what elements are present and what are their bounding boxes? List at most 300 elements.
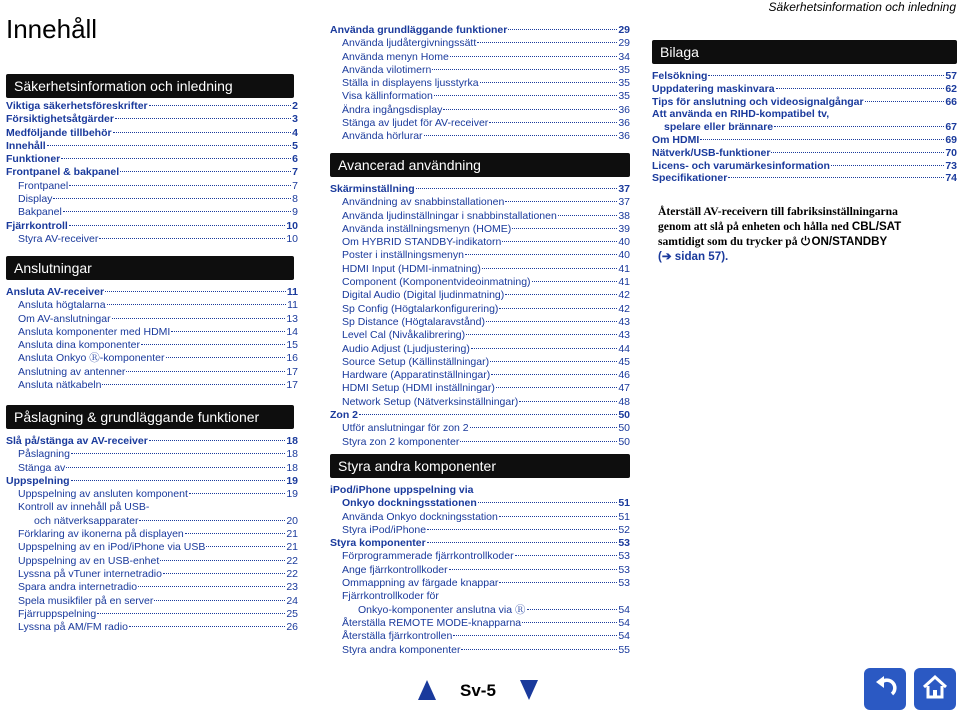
toc-entry-title: Om AV-anslutningar bbox=[18, 312, 111, 325]
toc-entry-title: Använda hörlurar bbox=[342, 130, 423, 143]
toc-page-number: 20 bbox=[286, 514, 298, 527]
toc-entry-title: Om HDMI bbox=[652, 133, 700, 146]
toc-entry[interactable] bbox=[6, 352, 298, 365]
toc-page-number: 19 bbox=[286, 474, 298, 487]
toc-entry-title: Ansluta AV-receiver bbox=[6, 286, 105, 298]
toc-entry[interactable] bbox=[6, 568, 298, 581]
toc-page-number: 37 bbox=[618, 196, 630, 209]
dot-leader bbox=[461, 649, 617, 650]
dot-leader bbox=[478, 502, 618, 503]
toc-entry-title: Digital Audio (Digital ljudinmatning) bbox=[342, 289, 505, 302]
dot-leader bbox=[138, 586, 285, 587]
dot-leader bbox=[66, 467, 285, 468]
toc-entry-title: Använda Onkyo dockningsstation bbox=[342, 510, 498, 523]
dot-leader bbox=[728, 177, 944, 178]
toc-entry[interactable] bbox=[330, 276, 630, 289]
notice-line-1: Återställ AV-receivern till fabriksinställningarna bbox=[658, 205, 898, 218]
toc-entry[interactable] bbox=[330, 77, 630, 90]
dot-leader bbox=[519, 401, 617, 402]
toc-entry-title: spelare eller brännare bbox=[664, 121, 774, 134]
dot-leader bbox=[490, 361, 617, 362]
toc-page-number: 11 bbox=[287, 299, 298, 312]
toc-entry[interactable] bbox=[6, 379, 298, 392]
toc-entry[interactable] bbox=[330, 183, 630, 196]
toc-entry[interactable] bbox=[6, 299, 298, 312]
dot-leader bbox=[865, 101, 945, 102]
toc-page-number: 16 bbox=[286, 352, 298, 365]
toc-entry[interactable] bbox=[330, 263, 630, 276]
toc-entry[interactable] bbox=[330, 524, 630, 537]
toc-page-number: 22 bbox=[286, 554, 298, 567]
dot-leader bbox=[482, 268, 617, 269]
toc-safety bbox=[6, 100, 298, 246]
toc-page-number: 52 bbox=[618, 523, 630, 536]
dot-leader bbox=[471, 348, 617, 349]
toc-entry-title: Använda menyn Home bbox=[342, 50, 449, 63]
toc-page-number: 14 bbox=[286, 325, 298, 338]
toc-entry-title: Sp Config (Högtalarkonfigurering) bbox=[342, 302, 499, 315]
toc-entry[interactable] bbox=[330, 369, 630, 382]
toc-entry[interactable] bbox=[6, 462, 298, 475]
toc-page-number: 54 bbox=[618, 603, 630, 616]
toc-page-number: 54 bbox=[618, 616, 630, 629]
toc-page-number: 41 bbox=[618, 262, 630, 275]
toc-entry[interactable] bbox=[6, 206, 298, 219]
section-header-appendix: Bilaga bbox=[652, 40, 957, 64]
toc-page-number: 54 bbox=[618, 630, 630, 643]
toc-entry[interactable] bbox=[330, 644, 630, 657]
dot-leader bbox=[502, 241, 617, 242]
toc-page-number: 29 bbox=[618, 24, 630, 36]
toc-entry-title: Spara andra internetradio bbox=[18, 581, 138, 594]
toc-entry[interactable] bbox=[330, 564, 630, 577]
toc-entry[interactable] bbox=[330, 382, 630, 395]
toc-page-number: 35 bbox=[618, 90, 630, 103]
nav-down-icon[interactable] bbox=[520, 680, 538, 700]
dot-leader bbox=[527, 609, 618, 610]
toc-entry[interactable] bbox=[330, 236, 630, 249]
dot-leader bbox=[61, 158, 291, 159]
dot-leader bbox=[771, 152, 944, 153]
toc-page-number: 17 bbox=[286, 365, 298, 378]
toc-entry-title: Ansluta Onkyo Ⓡ-komponenter bbox=[18, 352, 165, 365]
toc-entry-title: Ange fjärrkontrollkoder bbox=[342, 563, 448, 576]
toc-entry[interactable] bbox=[330, 289, 630, 302]
toc-entry-title: Utför anslutningar för zon 2 bbox=[342, 422, 469, 435]
toc-entry-title: Visa källinformation bbox=[342, 90, 433, 103]
toc-entry[interactable] bbox=[330, 409, 630, 422]
toc-entry-title: Påslagning bbox=[18, 448, 70, 461]
dot-leader bbox=[489, 122, 617, 123]
toc-entry[interactable] bbox=[330, 343, 630, 356]
dot-leader bbox=[69, 225, 285, 226]
notice-text: genom att slå på enheten och hålla ned bbox=[658, 220, 852, 233]
toc-entry-title: Frontpanel bbox=[18, 179, 69, 192]
dot-leader bbox=[71, 480, 286, 481]
toc-page-number: 42 bbox=[618, 302, 630, 315]
toc-entry-title: Source Setup (Källinställningar) bbox=[342, 355, 490, 368]
toc-entry[interactable] bbox=[330, 130, 630, 143]
dot-leader bbox=[71, 453, 285, 454]
toc-entry[interactable] bbox=[6, 608, 298, 621]
toc-entry[interactable] bbox=[6, 448, 298, 461]
toc-entry-title: Förprogrammerade fjärrkontrollkoder bbox=[342, 550, 514, 563]
toc-page-number: 36 bbox=[618, 117, 630, 130]
dot-leader bbox=[99, 238, 285, 239]
toc-entry[interactable] bbox=[330, 196, 630, 209]
toc-entry-title: Återställa REMOTE MODE-knapparna bbox=[342, 616, 522, 629]
toc-entry-title: Onkyo-komponenter anslutna via Ⓡ bbox=[358, 603, 526, 616]
dot-leader bbox=[112, 318, 286, 319]
toc-entry-title: Ansluta högtalarna bbox=[18, 299, 106, 312]
toc-entry[interactable] bbox=[330, 223, 630, 236]
toc-entry-title: Kontroll av innehåll på USB- bbox=[18, 501, 150, 514]
toc-page-number: 50 bbox=[618, 422, 630, 435]
toc-entry-title: Ansluta nätkabeln bbox=[18, 379, 102, 392]
toc-page-number: 46 bbox=[618, 369, 630, 382]
dot-leader bbox=[499, 516, 617, 517]
power-icon bbox=[800, 235, 811, 248]
toc-entry-title: Styra zon 2 komponenter bbox=[342, 435, 460, 448]
toc-entry[interactable] bbox=[652, 121, 957, 134]
toc-entry-title: iPod/iPhone uppspelning via bbox=[330, 484, 474, 496]
toc-entry[interactable] bbox=[652, 147, 957, 160]
toc-entry[interactable] bbox=[330, 436, 630, 449]
toc-entry-title: Licens- och varumärkesinformation bbox=[652, 159, 830, 172]
dot-leader bbox=[774, 126, 944, 127]
dot-leader bbox=[558, 215, 617, 216]
dot-leader bbox=[443, 109, 617, 110]
toc-entry-title: Styra komponenter bbox=[330, 537, 426, 550]
toc-page-number: 18 bbox=[286, 435, 298, 447]
toc-entry-title: Hardware (Apparatinställningar) bbox=[342, 369, 491, 382]
toc-entry[interactable] bbox=[652, 108, 957, 121]
toc-page-number: 9 bbox=[292, 206, 298, 219]
nav-up-icon[interactable] bbox=[418, 680, 436, 700]
toc-entry[interactable] bbox=[330, 90, 630, 103]
toc-page-number: 42 bbox=[618, 289, 630, 302]
toc-entry-title: Förklaring av ikonerna på displayen bbox=[18, 528, 184, 541]
toc-entry-title: Fjärrkontroll bbox=[6, 219, 68, 232]
dot-leader bbox=[449, 569, 618, 570]
toc-entry[interactable] bbox=[6, 475, 298, 488]
dot-leader bbox=[480, 82, 618, 83]
toc-entry[interactable] bbox=[330, 329, 630, 342]
running-header: Säkerhetsinformation och inledning bbox=[768, 0, 956, 14]
notice-line-3 bbox=[658, 234, 950, 249]
toc-entry-title: Lyssna på vTuner internetradio bbox=[18, 567, 162, 580]
toc-entry-title: Använda ljudinställningar i snabbinstallationen bbox=[342, 209, 557, 222]
toc-page-number: 48 bbox=[618, 395, 630, 408]
toc-entry[interactable] bbox=[6, 113, 298, 126]
toc-entry[interactable] bbox=[6, 541, 298, 554]
toc-entry-title: Frontpanel & bakpanel bbox=[6, 166, 120, 179]
toc-entry-title: Stänga av ljudet för AV-receiver bbox=[342, 117, 489, 130]
dot-leader bbox=[163, 573, 285, 574]
toc-page-number: 40 bbox=[618, 249, 630, 262]
dot-leader bbox=[69, 185, 291, 186]
page-reference-link[interactable]: (➔ sidan 57). bbox=[658, 250, 729, 263]
toc-entry[interactable] bbox=[652, 160, 957, 173]
dot-leader bbox=[113, 132, 292, 133]
toc-entry-title: Lyssna på AM/FM radio bbox=[18, 621, 128, 634]
dot-leader bbox=[149, 105, 292, 106]
toc-entry-title: Försiktighetsåtgärder bbox=[6, 113, 114, 126]
toc-entry[interactable] bbox=[6, 621, 298, 634]
toc-entry[interactable] bbox=[330, 51, 630, 64]
toc-entry-title: Level Cal (Nivåkalibrering) bbox=[342, 329, 466, 342]
toc-power bbox=[6, 435, 298, 634]
toc-entry[interactable] bbox=[330, 356, 630, 369]
toc-entry[interactable] bbox=[6, 220, 298, 233]
toc-entry-title: Medföljande tillbehör bbox=[6, 126, 112, 139]
toc-entry[interactable] bbox=[330, 422, 630, 435]
toc-entry[interactable] bbox=[6, 180, 298, 193]
toc-entry[interactable] bbox=[652, 83, 957, 96]
toc-page-number: 10 bbox=[286, 232, 298, 245]
toc-entry-title: Component (Komponentvideoinmatning) bbox=[342, 276, 531, 289]
toc-entry[interactable] bbox=[6, 100, 298, 113]
dot-leader bbox=[499, 582, 617, 583]
toc-page-number: 43 bbox=[618, 329, 630, 342]
dot-leader bbox=[141, 344, 285, 345]
back-icon bbox=[870, 672, 900, 707]
toc-entry-title: Bakpanel bbox=[18, 206, 62, 219]
toc-entry[interactable] bbox=[330, 484, 630, 497]
toc-entry[interactable] bbox=[330, 590, 630, 603]
dot-leader bbox=[115, 118, 291, 119]
toc-page-number: 69 bbox=[945, 133, 957, 146]
toc-entry[interactable] bbox=[6, 595, 298, 608]
toc-entry[interactable] bbox=[330, 617, 630, 630]
toc-page-number: 53 bbox=[618, 563, 630, 576]
toc-page-number: 55 bbox=[618, 643, 630, 656]
toc-page-number: 51 bbox=[618, 510, 630, 523]
notice-text: samtidigt som du trycker på bbox=[658, 235, 801, 248]
page-title: Innehåll bbox=[6, 14, 98, 44]
toc-page-number: 40 bbox=[618, 236, 630, 249]
toc-entry-title: Specifikationer bbox=[652, 172, 728, 185]
toc-advanced bbox=[330, 183, 630, 449]
toc-entry[interactable] bbox=[330, 303, 630, 316]
toc-entry[interactable] bbox=[6, 153, 298, 166]
toc-entry-title: Om HYBRID STANDBY-indikatorn bbox=[342, 236, 502, 249]
dot-leader bbox=[206, 546, 285, 547]
toc-entry-title: Styra AV-receiver bbox=[18, 232, 99, 245]
toc-entry[interactable] bbox=[330, 550, 630, 563]
dot-leader bbox=[496, 387, 617, 388]
toc-page-number: 24 bbox=[286, 594, 298, 607]
toc-page-number: 15 bbox=[286, 339, 298, 352]
toc-page-number: 44 bbox=[618, 342, 630, 355]
toc-page-number: 5 bbox=[292, 139, 298, 152]
dot-leader bbox=[499, 308, 617, 309]
toc-entry[interactable] bbox=[6, 435, 298, 448]
toc-page-number: 36 bbox=[618, 103, 630, 116]
dot-leader bbox=[126, 371, 285, 372]
toc-entry[interactable] bbox=[6, 193, 298, 206]
toc-entry[interactable] bbox=[330, 316, 630, 329]
toc-entry[interactable] bbox=[6, 166, 298, 179]
toc-page-number: 39 bbox=[618, 222, 630, 235]
dot-leader bbox=[831, 165, 944, 166]
dot-leader bbox=[465, 254, 617, 255]
toc-page-number: 18 bbox=[286, 461, 298, 474]
back-button[interactable] bbox=[864, 668, 906, 710]
toc-page-number: 43 bbox=[618, 315, 630, 328]
toc-entry-title: Användning av snabbinstallationen bbox=[342, 196, 505, 209]
toc-page-number: 29 bbox=[618, 37, 630, 50]
dot-leader bbox=[776, 88, 945, 89]
toc-page-number: 53 bbox=[618, 537, 630, 550]
toc-appendix bbox=[652, 70, 957, 185]
toc-entry[interactable] bbox=[330, 396, 630, 409]
dot-leader bbox=[107, 304, 287, 305]
toc-entry[interactable] bbox=[330, 511, 630, 524]
dot-leader bbox=[708, 75, 944, 76]
toc-entry[interactable] bbox=[330, 104, 630, 117]
dot-leader bbox=[466, 334, 617, 335]
toc-page-number: 7 bbox=[292, 179, 298, 192]
toc-page-number: 53 bbox=[618, 577, 630, 590]
section-header-advanced: Avancerad användning bbox=[330, 153, 630, 177]
toc-entry[interactable] bbox=[652, 70, 957, 83]
toc-entry-title: Sp Distance (Högtalaravstånd) bbox=[342, 315, 485, 328]
dot-leader bbox=[154, 600, 285, 601]
toc-entry[interactable] bbox=[330, 630, 630, 643]
dot-leader bbox=[102, 384, 285, 385]
toc-page-number: 22 bbox=[286, 567, 298, 580]
toc-entry-title: Använda inställningsmenyn (HOME) bbox=[342, 222, 512, 235]
toc-entry-title: Anslutning av antenner bbox=[18, 365, 126, 378]
toc-page-number: 25 bbox=[286, 607, 298, 620]
toc-entry-title: Att använda en RIHD-kompatibel tv, bbox=[652, 108, 830, 121]
toc-entry-title: Display bbox=[18, 193, 53, 206]
toc-entry[interactable] bbox=[330, 604, 630, 617]
toc-page-number: 17 bbox=[286, 379, 298, 392]
toc-entry[interactable] bbox=[6, 286, 298, 299]
toc-entry-title: Uppdatering maskinvara bbox=[652, 82, 775, 95]
toc-entry[interactable] bbox=[6, 339, 298, 352]
toc-page-number: 50 bbox=[618, 409, 630, 422]
section-header-control: Styra andra komponenter bbox=[330, 454, 630, 478]
dot-leader bbox=[120, 171, 291, 172]
dot-leader bbox=[486, 321, 617, 322]
toc-entry-title: Använda vilotimern bbox=[342, 63, 432, 76]
toc-page-number: 6 bbox=[292, 153, 298, 166]
toc-entry-title: Funktioner bbox=[6, 153, 61, 166]
toc-entry[interactable] bbox=[330, 577, 630, 590]
toc-entry[interactable] bbox=[330, 249, 630, 262]
toc-entry[interactable] bbox=[6, 528, 298, 541]
toc-page-number: 51 bbox=[618, 497, 630, 510]
page-number: Sv-5 bbox=[460, 681, 496, 700]
toc-entry[interactable] bbox=[6, 501, 298, 514]
toc-entry[interactable] bbox=[6, 313, 298, 326]
toc-page-number: 70 bbox=[945, 146, 957, 159]
home-icon bbox=[920, 672, 950, 707]
toc-page-number: 67 bbox=[945, 121, 957, 134]
toc-entry[interactable] bbox=[652, 134, 957, 147]
toc-page-number: 2 bbox=[292, 100, 298, 112]
toc-page-number: 34 bbox=[618, 50, 630, 63]
toc-basic bbox=[330, 24, 630, 144]
toc-entry-title: Felsökning bbox=[652, 70, 708, 82]
toc-entry[interactable] bbox=[330, 64, 630, 77]
toc-page-number: 53 bbox=[618, 550, 630, 563]
toc-entry[interactable] bbox=[652, 172, 957, 185]
dot-leader bbox=[105, 291, 286, 292]
section-header-safety: Säkerhetsinformation och inledning bbox=[6, 74, 294, 98]
toc-page-number: 13 bbox=[286, 312, 298, 325]
dot-leader bbox=[171, 331, 285, 332]
dot-leader bbox=[185, 533, 286, 534]
toc-entry[interactable] bbox=[330, 210, 630, 223]
toc-entry-title: Styra andra komponenter bbox=[342, 643, 461, 656]
dot-leader bbox=[53, 198, 291, 199]
toc-entry[interactable] bbox=[6, 140, 298, 153]
dot-leader bbox=[427, 542, 618, 543]
toc-entry[interactable] bbox=[330, 24, 630, 37]
toc-entry-title: Styra iPod/iPhone bbox=[342, 523, 427, 536]
dot-leader bbox=[97, 613, 285, 614]
toc-entry[interactable] bbox=[330, 497, 630, 510]
toc-entry[interactable] bbox=[652, 96, 957, 109]
toc-page-number: 18 bbox=[286, 448, 298, 461]
toc-entry-title: Stänga av bbox=[18, 461, 66, 474]
toc-entry[interactable] bbox=[6, 555, 298, 568]
dot-leader bbox=[416, 188, 618, 189]
dot-leader bbox=[47, 145, 291, 146]
toc-entry[interactable] bbox=[6, 326, 298, 339]
dot-leader bbox=[166, 357, 286, 358]
toc-page-number: 23 bbox=[286, 581, 298, 594]
toc-entry-title: Uppspelning av en USB-enhet bbox=[18, 554, 160, 567]
toc-entry[interactable] bbox=[330, 537, 630, 550]
toc-entry[interactable] bbox=[330, 117, 630, 130]
on-standby-key: ON/STANDBY bbox=[811, 235, 888, 248]
toc-page-number: 73 bbox=[945, 159, 957, 172]
toc-connections bbox=[6, 286, 298, 392]
toc-entry[interactable] bbox=[6, 581, 298, 594]
toc-entry[interactable] bbox=[6, 515, 298, 528]
dot-leader bbox=[432, 69, 617, 70]
home-button[interactable] bbox=[914, 668, 956, 710]
toc-entry[interactable] bbox=[6, 366, 298, 379]
toc-page-number: 26 bbox=[286, 621, 298, 634]
dot-leader bbox=[532, 281, 618, 282]
toc-entry[interactable] bbox=[330, 37, 630, 50]
toc-page-number: 47 bbox=[618, 382, 630, 395]
toc-page-number: 21 bbox=[286, 528, 298, 541]
toc-entry-title: Tips för anslutning och videosignalgångar bbox=[652, 95, 864, 108]
toc-entry-title: HDMI Input (HDMI-inmatning) bbox=[342, 262, 481, 275]
toc-entry-title: Slå på/stänga av AV-receiver bbox=[6, 435, 148, 447]
toc-entry-title: Använda ljudåtergivningssätt bbox=[342, 37, 477, 50]
dot-leader bbox=[515, 555, 618, 556]
toc-entry[interactable] bbox=[6, 488, 298, 501]
dot-leader bbox=[189, 493, 285, 494]
toc-page-number: 36 bbox=[618, 130, 630, 143]
toc-entry-title: Använda grundläggande funktioner bbox=[330, 24, 508, 36]
toc-entry-title: Innehåll bbox=[6, 139, 46, 152]
section-header-connections: Anslutningar bbox=[6, 256, 294, 280]
toc-entry-title: Ansluta komponenter med HDMI bbox=[18, 325, 171, 338]
toc-entry[interactable] bbox=[6, 127, 298, 140]
toc-entry[interactable] bbox=[6, 233, 298, 246]
toc-entry-title: Uppspelning av ansluten komponent bbox=[18, 488, 188, 501]
section-header-power: Påslagning & grundläggande funktioner bbox=[6, 405, 294, 429]
